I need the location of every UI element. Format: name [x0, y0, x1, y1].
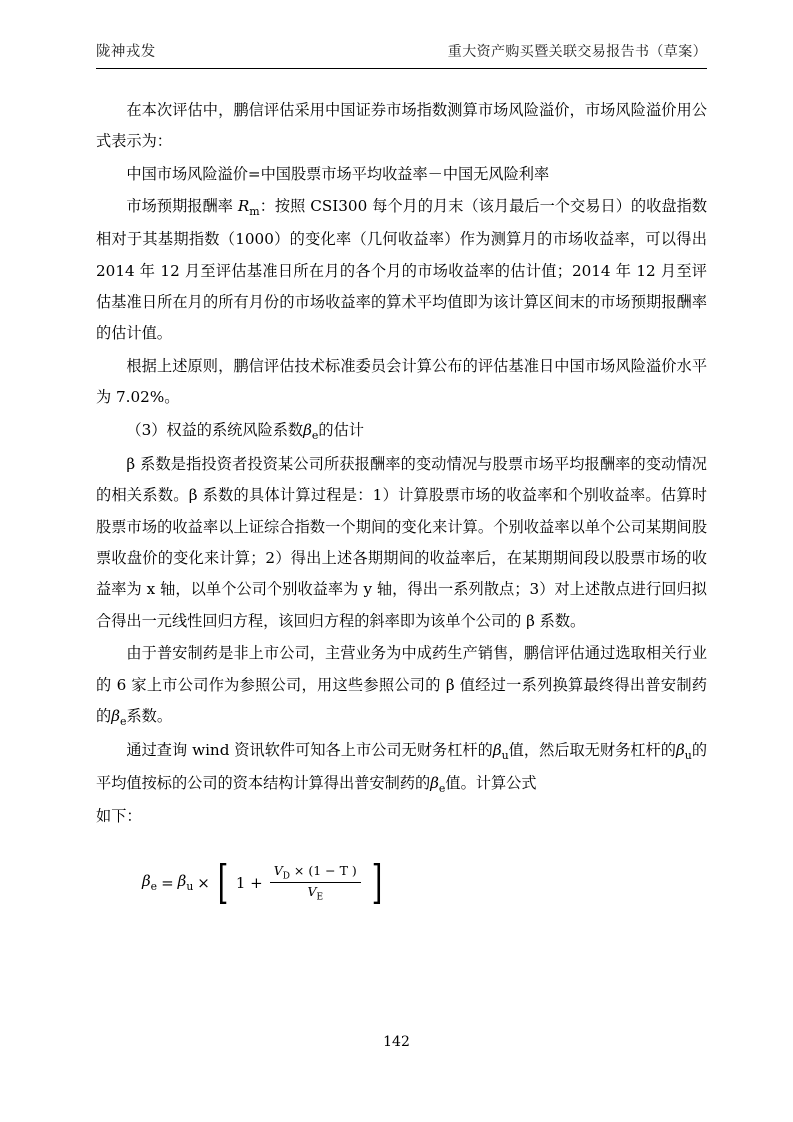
formula-equals: =	[161, 873, 174, 892]
page-header	[96, 40, 707, 67]
wind-mid-3: 值。计算公式	[445, 773, 537, 792]
formula-one-plus: 1 +	[235, 873, 263, 892]
formula-denominator: $V_E$	[307, 884, 324, 903]
formula-lhs: $\beta_e$	[142, 872, 158, 894]
page-number: 142	[383, 1034, 410, 1050]
paragraph-market-return	[96, 191, 707, 350]
formula-rhs-beta: $\beta_u$	[177, 872, 194, 894]
beta-u-symbol-2: $\beta_u$	[675, 740, 692, 763]
comparables-tail: 系数。	[126, 707, 173, 726]
heading-beta-prefix: （3）权益的系统风险系数	[126, 420, 304, 439]
header-divider	[96, 68, 707, 69]
formula-fraction	[270, 863, 361, 903]
beta-u-symbol-1: $\beta_u$	[492, 740, 509, 763]
formula-bracket-open: [	[217, 855, 229, 910]
page-content	[96, 40, 708, 910]
formula-beta-levered	[142, 855, 707, 910]
rm-symbol: $R_m$	[237, 197, 260, 219]
paragraph-risk-premium: 根据上述原则，鹏信评估技术标准委员会计算公布的评估基准日中国市场风险溢价水平为 7.02%。	[96, 356, 707, 407]
comparables-text: 由于普安制药是非上市公司，主营业务为中成药生产销售，鹏信评估通过选取相关行业的 6 家上市公司作为参照公司，用这些参照公司的 β 值经过一系列换算最终得出普安制药的	[96, 644, 707, 726]
paragraph-formula-text: 中国市场风险溢价=中国股票市场平均收益率－中国无风险利率	[126, 164, 550, 183]
beta-e-symbol-2: $\beta_e$	[430, 773, 446, 795]
document-body	[96, 95, 707, 833]
heading-beta-suffix: 的估计	[318, 420, 364, 439]
rm-rest: ：按照 CSI300 每个月的月末（该月最后一个交易日）的收盘指数相对于其基期指数（1000）的变化率（几何收益率）作为测算月的市场收益率，可以得出 2014 年 12 月至评估基准日所在月的各个月的市场收益率的估计值；2014 年 12 月至评估基准日所在月的所有月份的市场收益率的算术平均值即为该计算区间末的市场预期报酬率的估计值。	[96, 197, 708, 343]
formula-bracket-close: ]	[371, 855, 383, 910]
paragraph-as-follows: 如下：	[96, 807, 142, 826]
heading-beta-symbol: $\beta_e$	[303, 420, 319, 442]
heading-beta-estimation	[96, 415, 707, 448]
header-company-name: 陇神戎发	[96, 44, 156, 60]
paragraph-comparables	[96, 638, 707, 734]
header-document-title: 重大资产购买暨关联交易报告书（草案）	[447, 44, 707, 60]
paragraph-intro: 在本次评估中，鹏信评估采用中国证券市场指数测算市场风险溢价，市场风险溢价用公式表示为：	[96, 101, 707, 151]
paragraph-beta-definition: β 系数是指投资者投资某公司所获报酬率的变动情况与股票市场平均报酬率的变动情况的相关系数。β 系数的具体计算过程是：1）计算股票市场的收益率和个别收益率。估算时股票市场的收益率以上证综合指数一个期间的变化来计算。个别收益率以单个公司某期间股票收盘价的变化来计算；2）得出上述各期期间的收益率后，在某期期间段以股票市场的收益率为 x 轴，以单个公司个别收益率为 y 轴，得出一系列散点；3）对上述散点进行回归拟合得出一元线性回归方程，该回归方程的斜率即为该单个公司的 β 系数。	[96, 454, 707, 630]
wind-mid-1: 值，然后取无财务杠杆的	[508, 740, 676, 759]
wind-lead: 通过查询 wind 资讯软件可知各上市公司无财务杠杆的	[126, 740, 493, 759]
rm-lead: 市场预期报酬率	[126, 197, 233, 216]
formula-times: ×	[197, 873, 210, 892]
wind-mid-2: 的平均值按标的公司的资本结构计算得出普安制药的	[96, 740, 708, 792]
paragraph-wind-calculation	[96, 735, 707, 800]
formula-numerator: $V_D \times (1 - T$ )	[270, 863, 361, 884]
beta-e-symbol: $\beta_e$	[111, 707, 127, 729]
